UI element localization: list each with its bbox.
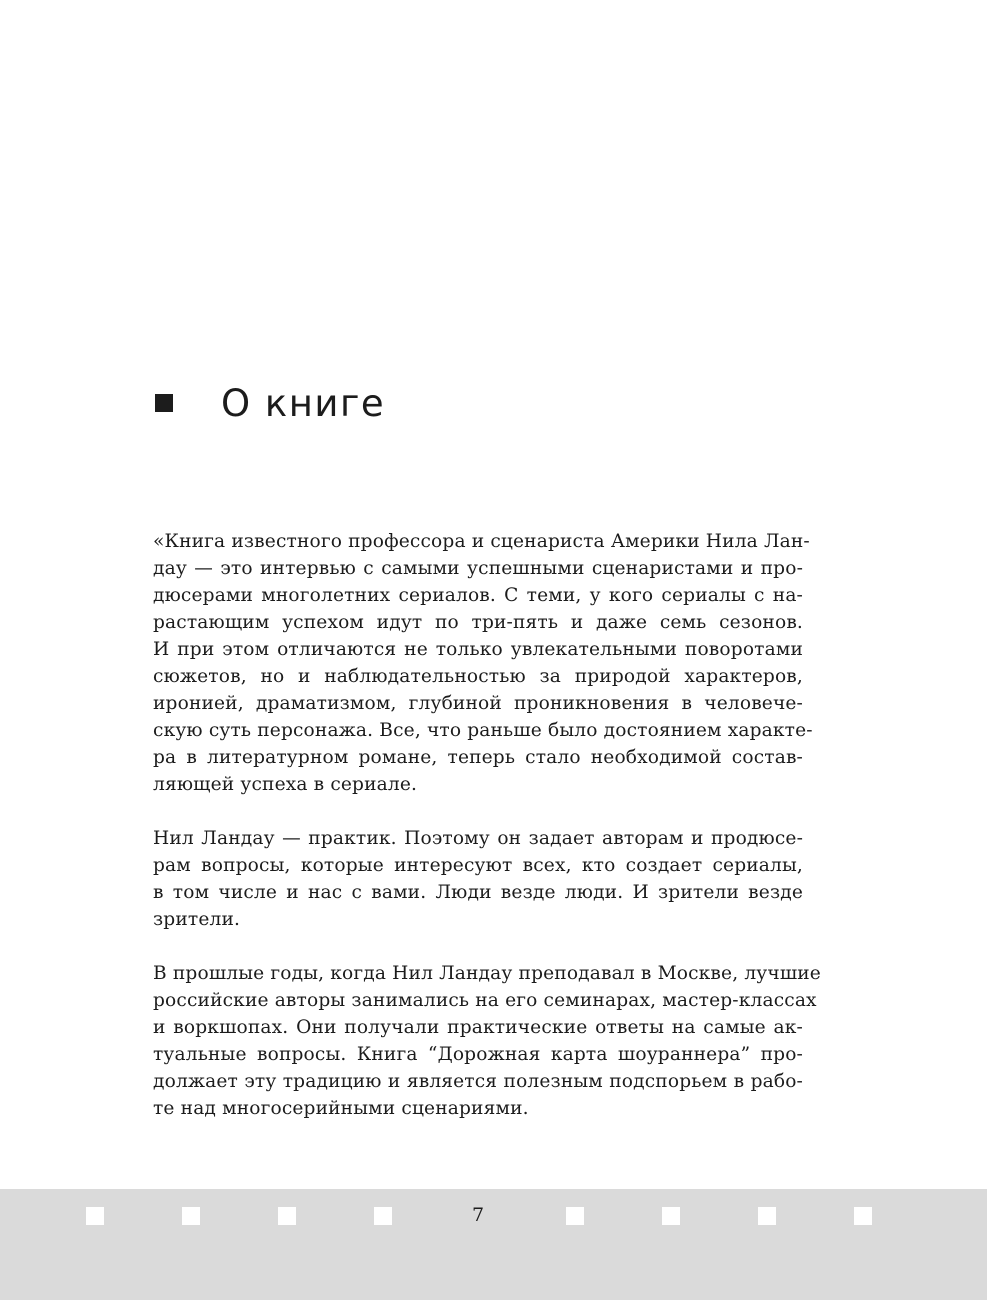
square-bullet-icon (155, 394, 173, 412)
footer-square-icon (854, 1207, 872, 1225)
text-line: российские авторы занимались на его семинарах, мастер-классах (153, 990, 817, 1011)
text-line: скую суть персонажа. Все, что раньше было достоянием характе- (153, 720, 813, 741)
text-line: зрители. (153, 909, 241, 930)
text-line: и воркшопах. Они получали практические ответы на самые ак- (153, 1017, 803, 1038)
text-line: Нил Ландау — практик. Поэтому он задает авторам и продюсе- (153, 828, 803, 849)
text-line: И при этом отличаются не только увлекательными поворотами (153, 639, 803, 660)
footer-square-icon (278, 1207, 296, 1225)
text-line: туальные вопросы. Книга “Дорожная карта шоураннера” про- (153, 1044, 803, 1065)
text-line: дау — это интервью с самыми успешными сценаристами и про- (153, 558, 803, 579)
footer-square-icon (566, 1207, 584, 1225)
paragraph-3 (153, 960, 821, 1122)
footer-square-icon (758, 1207, 776, 1225)
text-line: ляющей успеха в сериале. (153, 774, 418, 795)
text-line: в том числе и нас с вами. Люди везде люди. И зрители везде (153, 882, 803, 903)
text-line: сюжетов, но и наблюдательностью за природой характеров, (153, 666, 803, 687)
page-number: 7 (471, 1204, 485, 1226)
paragraph-2 (153, 825, 803, 933)
text-line: иронией, драматизмом, глубиной проникновения в человече- (153, 693, 803, 714)
footer-square-icon (374, 1207, 392, 1225)
text-line: растающим успехом идут по три-пять и даже семь сезонов. (153, 612, 803, 633)
paragraph-1 (153, 528, 813, 798)
footer-square-icon (182, 1207, 200, 1225)
page-title: О книге (221, 381, 386, 425)
footer-square-icon (662, 1207, 680, 1225)
footer-square-icon (86, 1207, 104, 1225)
body-text (153, 528, 821, 1149)
text-line: те над многосерийными сценариями. (153, 1098, 529, 1119)
text-line: ра в литературном романе, теперь стало необходимой состав- (153, 747, 803, 768)
text-line: В прошлые годы, когда Нил Ландау преподавал в Москве, лучшие (153, 963, 821, 984)
text-line: дюсерами многолетних сериалов. С теми, у кого сериалы с на- (153, 585, 803, 606)
section-heading (155, 378, 385, 428)
text-line: рам вопросы, которые интересуют всех, кто создает сериалы, (153, 855, 803, 876)
text-line: «Книга известного профессора и сценариста Америки Нила Лан- (153, 531, 810, 552)
text-line: должает эту традицию и является полезным подспорьем в рабо- (153, 1071, 803, 1092)
page-footer (0, 1189, 987, 1300)
